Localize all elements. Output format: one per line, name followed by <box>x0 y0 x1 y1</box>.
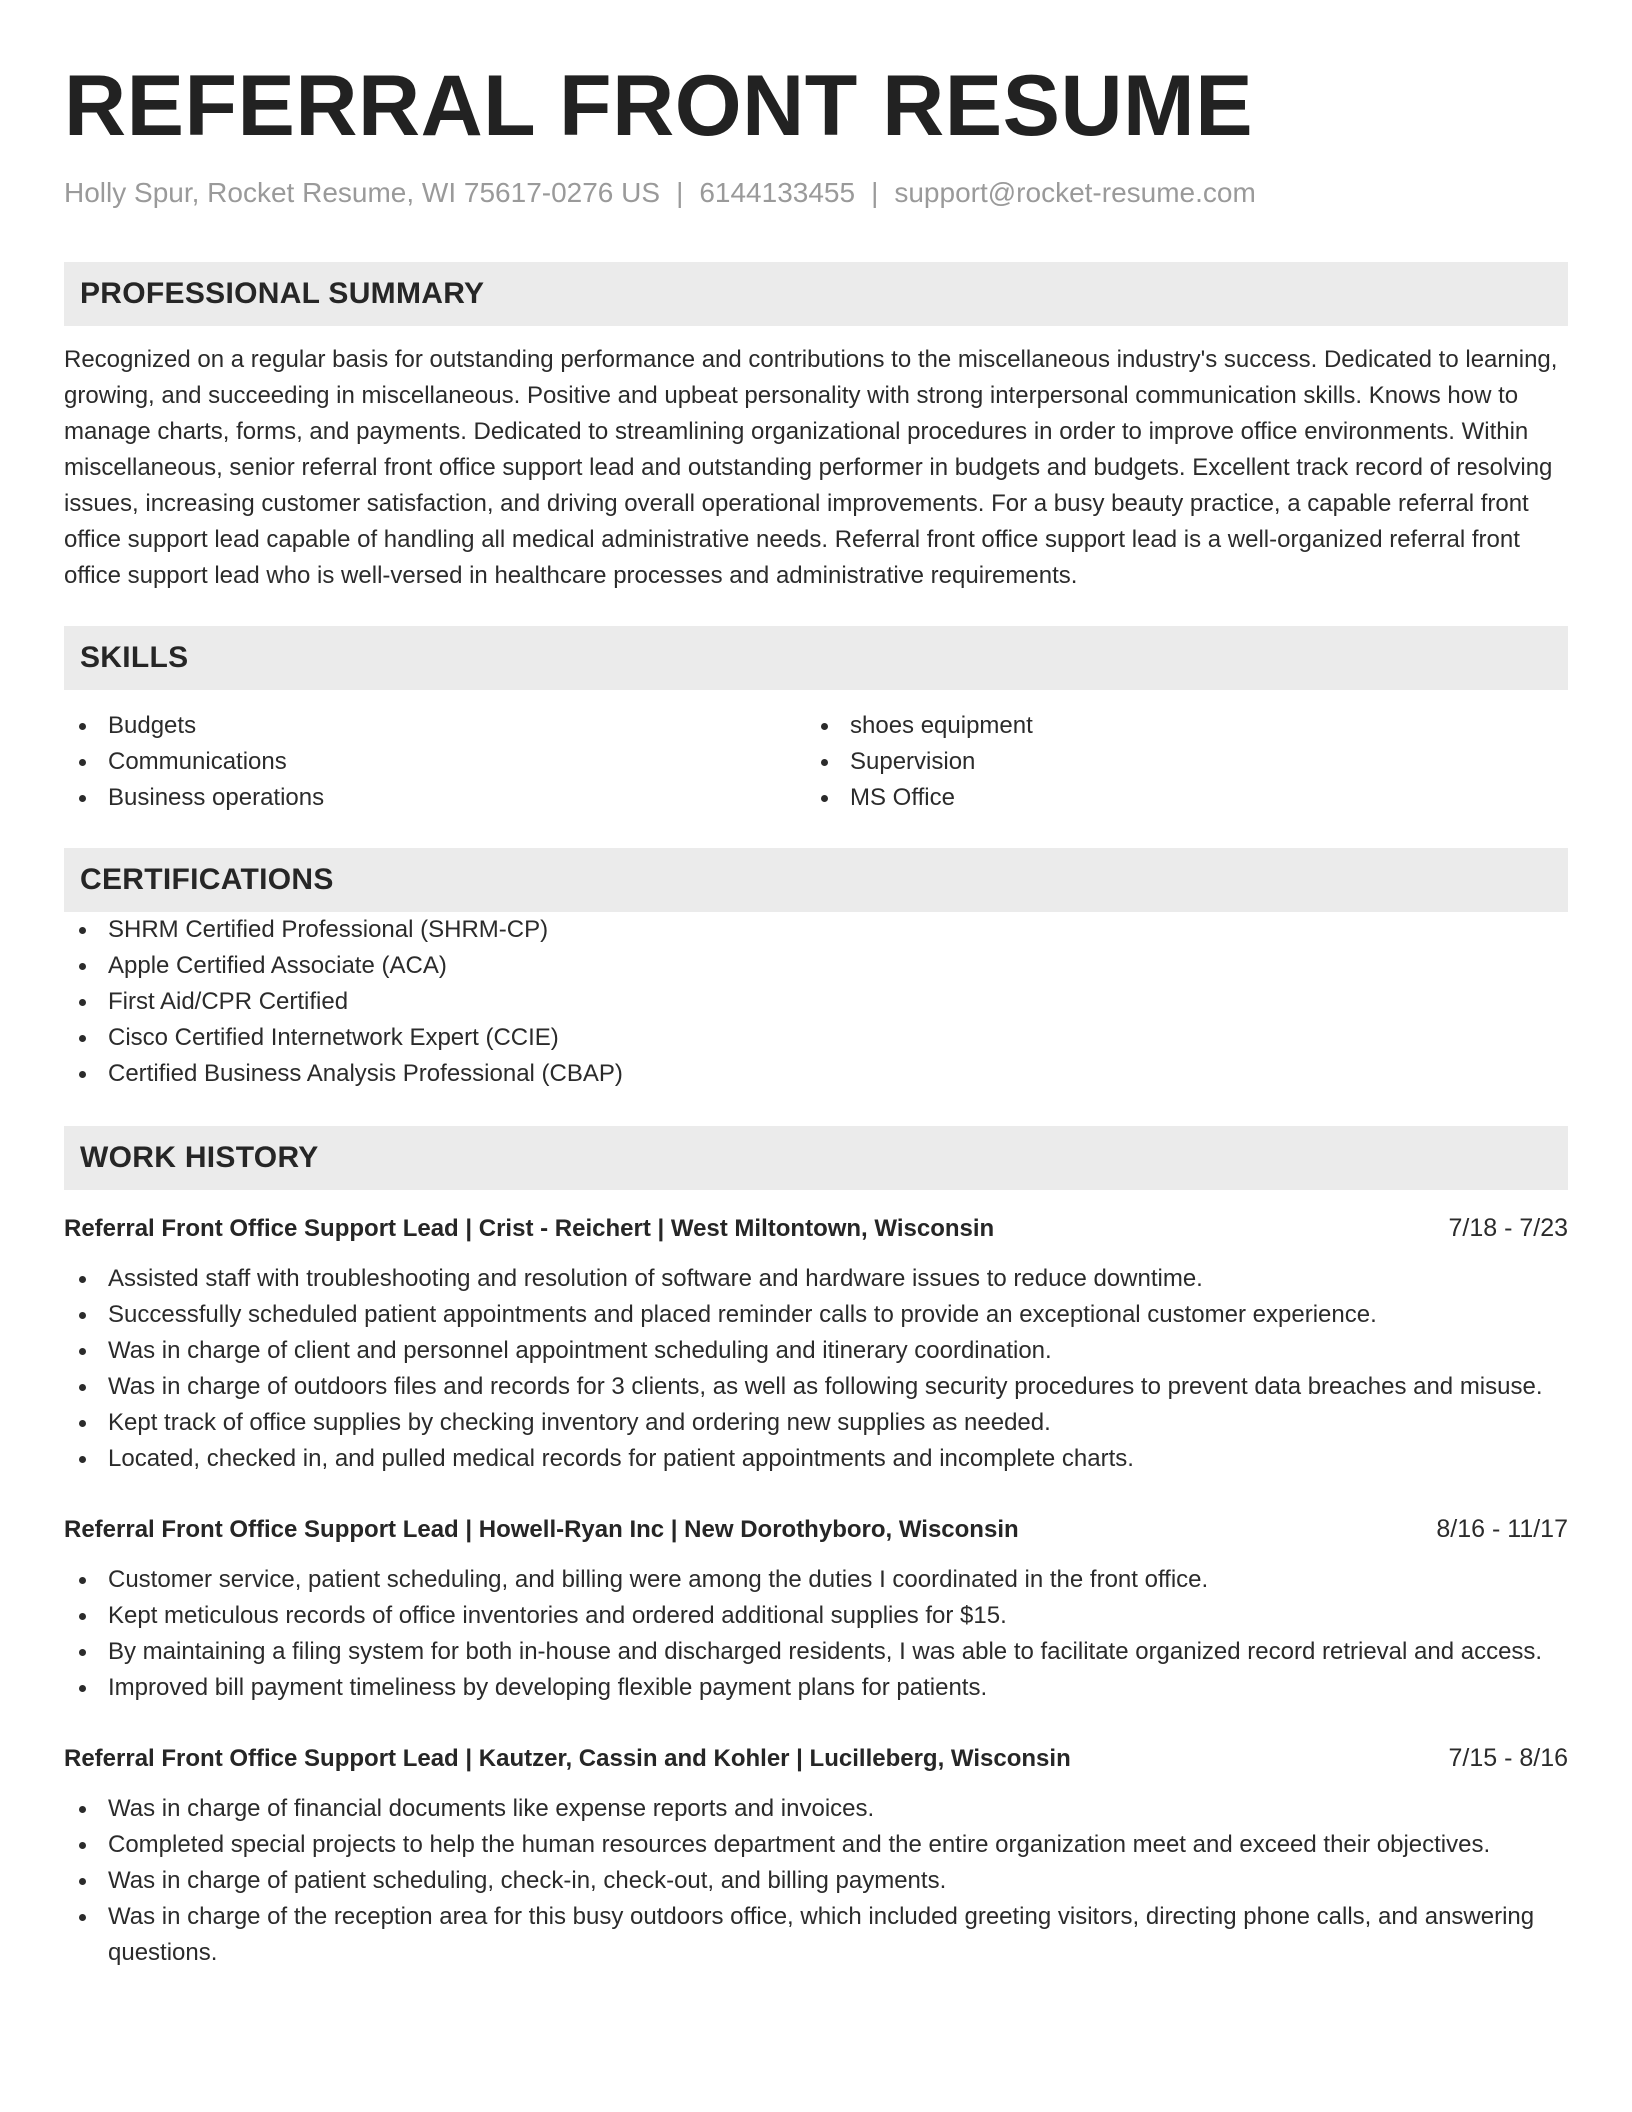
job-bullet-text: Successfully scheduled patient appointments and placed reminder calls to provide an exceptional customer experience. <box>108 1301 1377 1328</box>
job-bullet <box>64 1405 1568 1441</box>
skill-item <box>64 708 806 744</box>
job-header <box>64 1210 1568 1247</box>
bullet-dot-icon <box>79 1384 86 1391</box>
section-heading-summary: PROFESSIONAL SUMMARY <box>64 262 1568 326</box>
resume-page <box>64 0 1568 1971</box>
work-history-list <box>64 1210 1568 1971</box>
bullet-dot-icon <box>79 1577 86 1584</box>
bullet-dot-icon <box>79 1806 86 1813</box>
skill-item <box>64 780 806 816</box>
certification-item-text: Apple Certified Associate (ACA) <box>108 952 447 979</box>
contact-separator: | <box>676 177 684 208</box>
job-bullets <box>64 1791 1568 1971</box>
job-bullet <box>64 1261 1568 1297</box>
job-bullet-text: Was in charge of patient scheduling, check-in, check-out, and billing payments. <box>108 1867 947 1894</box>
certification-item <box>64 1056 1568 1092</box>
bullet-dot-icon <box>79 963 86 970</box>
section-heading-certifications: CERTIFICATIONS <box>64 848 1568 912</box>
job-header <box>64 1740 1568 1777</box>
job-bullet <box>64 1369 1568 1405</box>
bullet-dot-icon <box>79 1348 86 1355</box>
contact-phone: 6144133455 <box>699 177 856 208</box>
certification-item <box>64 1020 1568 1056</box>
job-bullet <box>64 1297 1568 1333</box>
bullet-dot-icon <box>79 795 86 802</box>
certification-item <box>64 912 1568 948</box>
job-bullets <box>64 1562 1568 1706</box>
summary-text: Recognized on a regular basis for outstanding performance and contributions to the miscellaneous industry's success. Dedicated to learning, growing, and succeeding in miscellaneous. Positive and upbeat personality with strong interpersonal communication skills. Knows how to manage charts, forms, and payments. Dedicated to streamlining organizational procedures in order to improve office environments. Within miscellaneous, senior referral front office support lead and outstanding performer in budgets and budgets. Excellent track record of resolving issues, increasing customer satisfaction, and driving overall operational improvements. For a busy beauty practice, a capable referral front office support lead capable of handling all medical administrative needs. Referral front office support lead is a well-organized referral front office support lead who is well-versed in healthcare processes and administrative requirements. <box>64 346 1558 589</box>
job-bullet-text: Kept track of office supplies by checking inventory and ordering new supplies as needed. <box>108 1409 1051 1436</box>
job-dates: 7/18 - 7/23 <box>1448 1214 1568 1242</box>
job-bullets <box>64 1261 1568 1477</box>
certifications-list <box>64 912 1568 1092</box>
job-bullet <box>64 1441 1568 1477</box>
skill-item-text: Business operations <box>108 784 325 811</box>
bullet-dot-icon <box>79 723 86 730</box>
job-bullet-text: Completed special projects to help the human resources department and the entire organization meet and exceed their objectives. <box>108 1831 1491 1858</box>
job-header <box>64 1511 1568 1548</box>
bullet-dot-icon <box>79 1613 86 1620</box>
job-bullet-text: Kept meticulous records of office inventories and ordered additional supplies for $15. <box>108 1602 1007 1629</box>
job-entry <box>64 1210 1568 1477</box>
certification-item-text: First Aid/CPR Certified <box>108 988 349 1015</box>
certification-item <box>64 984 1568 1020</box>
job-bullet <box>64 1598 1568 1634</box>
job-title: Referral Front Office Support Lead | Howell-Ryan Inc | New Dorothyboro, Wisconsin <box>64 1516 1019 1543</box>
skill-item <box>806 780 1548 816</box>
job-bullet-text: By maintaining a filing system for both in-house and discharged residents, I was able to facilitate organized record retrieval and access. <box>108 1638 1543 1665</box>
job-bullet-text: Improved bill payment timeliness by developing flexible payment plans for patients. <box>108 1674 988 1701</box>
job-bullet <box>64 1634 1568 1670</box>
skills-list <box>64 708 1568 816</box>
job-bullet <box>64 1827 1568 1863</box>
section-heading-skills: SKILLS <box>64 626 1568 690</box>
job-bullet-text: Was in charge of financial documents like expense reports and invoices. <box>108 1795 875 1822</box>
job-bullet-text: Customer service, patient scheduling, and billing were among the duties I coordinated in the front office. <box>108 1566 1209 1593</box>
skill-item <box>806 708 1548 744</box>
skill-item-text: Budgets <box>108 712 197 739</box>
contact-email: support@rocket-resume.com <box>894 177 1256 208</box>
contact-line <box>64 176 1568 210</box>
contact-address: Holly Spur, Rocket Resume, WI 75617-0276 US <box>64 177 661 208</box>
job-bullet <box>64 1899 1568 1971</box>
job-bullet-text: Was in charge of outdoors files and records for 3 clients, as well as following security procedures to prevent data breaches and misuse. <box>108 1373 1543 1400</box>
bullet-dot-icon <box>79 1842 86 1849</box>
certification-item-text: SHRM Certified Professional (SHRM-CP) <box>108 916 549 943</box>
resume-title: REFERRAL FRONT RESUME <box>64 58 1254 154</box>
bullet-dot-icon <box>79 927 86 934</box>
bullet-dot-icon <box>79 1312 86 1319</box>
job-title: Referral Front Office Support Lead | Kautzer, Cassin and Kohler | Lucilleberg, Wisconsin <box>64 1745 1071 1772</box>
skill-item-text: Supervision <box>850 748 976 775</box>
job-dates: 8/16 - 11/17 <box>1436 1515 1568 1543</box>
certification-item-text: Certified Business Analysis Professional (CBAP) <box>108 1060 623 1087</box>
job-bullet-text: Located, checked in, and pulled medical records for patient appointments and incomplete charts. <box>108 1445 1134 1472</box>
contact-separator: | <box>871 177 879 208</box>
job-entry <box>64 1511 1568 1706</box>
skill-item-text: shoes equipment <box>850 712 1033 739</box>
bullet-dot-icon <box>821 795 828 802</box>
bullet-dot-icon <box>79 1649 86 1656</box>
bullet-dot-icon <box>821 723 828 730</box>
bullet-dot-icon <box>79 1685 86 1692</box>
bullet-dot-icon <box>79 1035 86 1042</box>
bullet-dot-icon <box>79 999 86 1006</box>
skill-item-text: MS Office <box>850 784 955 811</box>
skills-column-left <box>64 708 806 816</box>
bullet-dot-icon <box>79 1456 86 1463</box>
skill-item-text: Communications <box>108 748 287 775</box>
bullet-dot-icon <box>79 1276 86 1283</box>
bullet-dot-icon <box>79 1878 86 1885</box>
job-bullet <box>64 1863 1568 1899</box>
section-heading-work-history: WORK HISTORY <box>64 1126 1568 1190</box>
job-entry <box>64 1740 1568 1971</box>
job-bullet <box>64 1562 1568 1598</box>
job-bullet <box>64 1333 1568 1369</box>
job-bullet <box>64 1670 1568 1706</box>
skill-item <box>806 744 1548 780</box>
job-dates: 7/15 - 8/16 <box>1448 1744 1568 1772</box>
job-bullet-text: Was in charge of the reception area for this busy outdoors office, which included greeting visitors, directing phone calls, and answering questions. <box>108 1903 1535 1966</box>
bullet-dot-icon <box>79 1420 86 1427</box>
skill-item <box>64 744 806 780</box>
bullet-dot-icon <box>79 759 86 766</box>
bullet-dot-icon <box>821 759 828 766</box>
certification-item <box>64 948 1568 984</box>
skills-column-right <box>806 708 1548 816</box>
certification-item-text: Cisco Certified Internetwork Expert (CCIE) <box>108 1024 559 1051</box>
bullet-dot-icon <box>79 1914 86 1921</box>
job-bullet-text: Assisted staff with troubleshooting and resolution of software and hardware issues to reduce downtime. <box>108 1265 1203 1292</box>
job-bullet <box>64 1791 1568 1827</box>
bullet-dot-icon <box>79 1071 86 1078</box>
job-title: Referral Front Office Support Lead | Crist - Reichert | West Miltontown, Wisconsin <box>64 1215 995 1242</box>
job-bullet-text: Was in charge of client and personnel appointment scheduling and itinerary coordination. <box>108 1337 1052 1364</box>
